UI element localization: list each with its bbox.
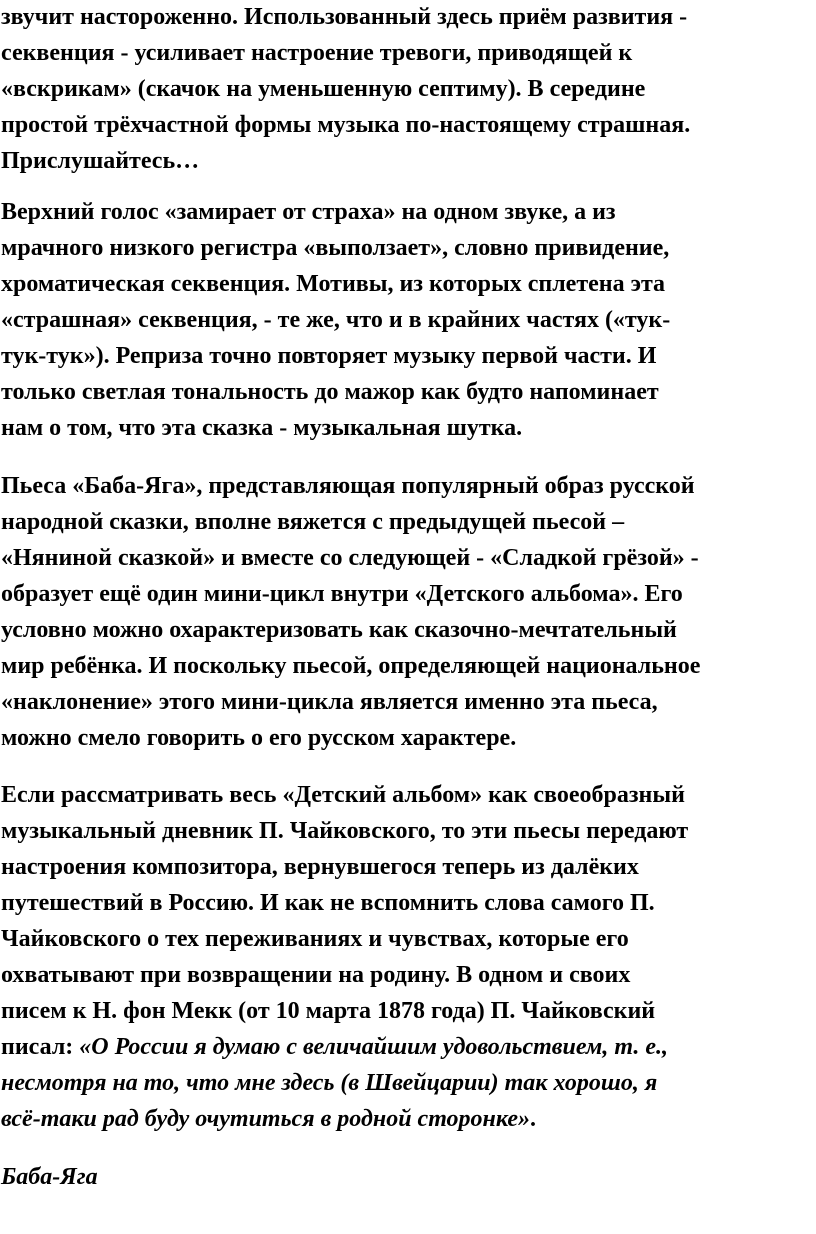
text-line: звучит настороженно. Использованный здесь приём развития - xyxy=(1,4,688,30)
text-line: путешествий в Россию. И как не вспомнить слова самого П. xyxy=(1,890,655,916)
text-line: настроения композитора, вернувшегося теперь из далёких xyxy=(1,854,639,880)
text-line: Если рассматривать весь «Детский альбом» как своеобразный xyxy=(1,782,685,808)
quote-text: несмотря на то, что мне здесь (в Швейцарии) так хорошо, я xyxy=(1,1070,658,1096)
text-line: можно смело говорить о его русском характере. xyxy=(1,725,517,751)
text-line: народной сказки, вполне вяжется с предыдущей пьесой – xyxy=(1,509,625,535)
text-span: . xyxy=(529,1106,536,1132)
section-heading: Баба-Яга xyxy=(1,1164,98,1190)
text-line: музыкальный дневник П. Чайковского, то эти пьесы передают xyxy=(1,818,689,844)
text-line: «страшная» секвенция, - те же, что и в крайних частях («тук- xyxy=(1,307,671,333)
text-span: писал: xyxy=(1,1034,80,1060)
text-line: простой трёхчастной формы музыка по-настоящему страшная. xyxy=(1,112,691,138)
text-line: Верхний голос «замирает от страха» на одном звуке, а из xyxy=(1,199,616,225)
text-line: «вскрикам» (скачок на уменьшенную септиму). В середине xyxy=(1,76,646,102)
text-line: образует ещё один мини-цикл внутри «Детского альбома». Его xyxy=(1,581,683,607)
text-line: «Няниной сказкой» и вместе со следующей - «Сладкой грёзой» - xyxy=(1,545,699,571)
text-line: Чайковского о тех переживаниях и чувствах, которые его xyxy=(1,926,629,952)
text-line: хроматическая секвенция. Мотивы, из которых сплетена эта xyxy=(1,271,666,297)
text-line: Прислушайтесь… xyxy=(1,148,200,174)
text-line-mixed xyxy=(1,1102,536,1137)
text-line-mixed xyxy=(1,1030,668,1065)
text-line: писем к Н. фон Мекк (от 10 марта 1878 года) П. Чайковский xyxy=(1,998,656,1024)
text-line: секвенция - усиливает настроение тревоги, приводящей к xyxy=(1,40,633,66)
text-line: нам о том, что эта сказка - музыкальная шутка. xyxy=(1,415,523,441)
text-line: «наклонение» этого мини-цикла является именно эта пьеса, xyxy=(1,689,658,715)
text-line: мир ребёнка. И поскольку пьесой, определяющей национальное xyxy=(1,653,701,679)
text-line: только светлая тональность до мажор как будто напоминает xyxy=(1,379,659,405)
text-line: охватывают при возвращении на родину. В одном и своих xyxy=(1,962,631,988)
text-line: тук-тук»). Реприза точно повторяет музыку первой части. И xyxy=(1,343,657,369)
quote-text: всё-таки рад буду очутиться в родной сторонке» xyxy=(1,1106,530,1132)
quote-text: «О России я думаю с величайшим удовольствием, т. е., xyxy=(79,1034,668,1060)
text-line: Пьеса «Баба-Яга», представляющая популярный образ русской xyxy=(1,473,695,499)
text-line: мрачного низкого регистра «выползает», словно привидение, xyxy=(1,235,670,261)
text-line: условно можно охарактеризовать как сказочно-мечтательный xyxy=(1,617,677,643)
